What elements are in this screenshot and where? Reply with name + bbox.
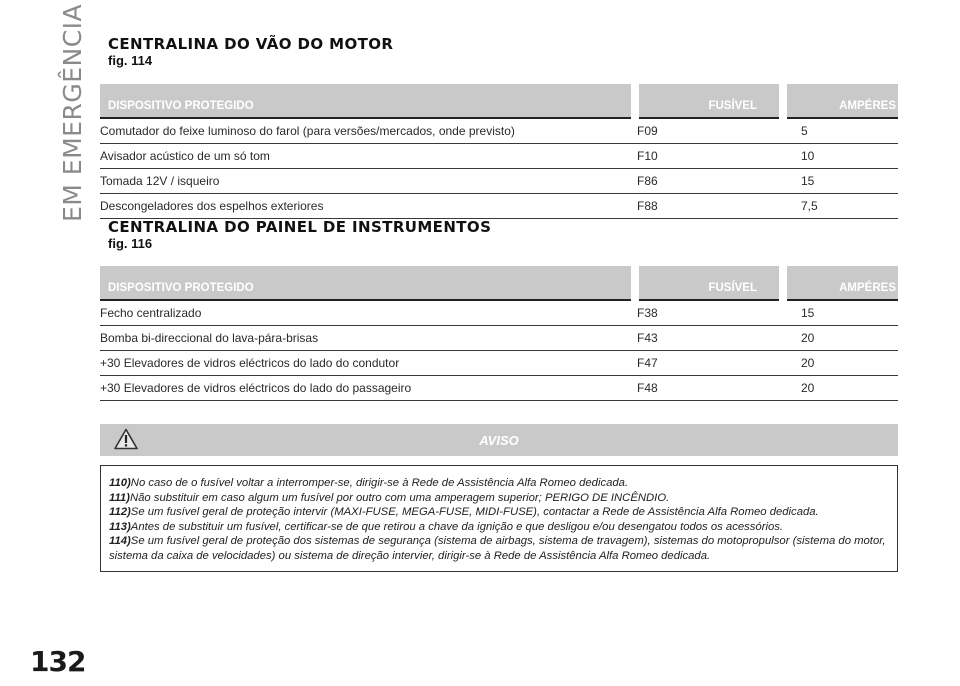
device-cell: Fecho centralizado xyxy=(100,300,635,326)
table-row xyxy=(100,326,898,351)
header-fuse: FUSÍVEL xyxy=(635,266,783,300)
amperes-cell: 15 xyxy=(783,169,898,194)
device-cell: +30 Elevadores de vidros eléctricos do lado do condutor xyxy=(100,351,635,376)
table-header-row xyxy=(100,84,898,118)
header-device: DISPOSITIVO PROTEGIDO xyxy=(100,266,635,300)
device-cell: Bomba bi-direccional do lava-pára-brisas xyxy=(100,326,635,351)
dashboard-fuse-table xyxy=(100,266,898,401)
device-cell: Tomada 12V / isqueiro xyxy=(100,169,635,194)
fuse-cell: F38 xyxy=(635,300,783,326)
table-row xyxy=(100,144,898,169)
device-cell: Descongeladores dos espelhos exteriores xyxy=(100,194,635,219)
fuse-cell: F10 xyxy=(635,144,783,169)
note-number: 113) xyxy=(109,520,131,533)
amperes-cell: 7,5 xyxy=(783,194,898,219)
note-number: 112) xyxy=(109,506,131,519)
note-text: Se um fusível geral de proteção dos sistemas de segurança (sistema de airbags, sistema de travagem), sistemas do motopropulsor (sistema do motor, sistema da caixa de velocidades) ou sistema de direção intervier, dirigir-se à Rede de Assistência Alfa Romeo dedicada. xyxy=(109,535,886,562)
fuse-cell: F48 xyxy=(635,376,783,401)
fuse-cell: F43 xyxy=(635,326,783,351)
header-amperes: AMPÉRES xyxy=(783,84,898,118)
note-number: 110) xyxy=(109,477,131,489)
section-title: CENTRALINA DO PAINEL DE INSTRUMENTOS xyxy=(108,218,492,236)
note-number: 111) xyxy=(109,491,130,504)
amperes-cell: 20 xyxy=(783,376,898,401)
warning-note xyxy=(109,505,894,520)
section-title: CENTRALINA DO VÃO DO MOTOR xyxy=(108,35,394,53)
page-number: 132 xyxy=(30,645,86,678)
device-cell: Avisador acústico de um só tom xyxy=(100,144,635,169)
note-text: No caso de o fusível voltar a interromper-se, dirigir-se à Rede de Assistência Alfa Romeo dedicada. xyxy=(130,477,629,489)
fuse-cell: F88 xyxy=(635,194,783,219)
amperes-cell: 15 xyxy=(783,300,898,326)
side-chapter-title: EM EMERGÊNCIA xyxy=(58,3,87,222)
header-fuse: FUSÍVEL xyxy=(635,84,783,118)
table-row xyxy=(100,351,898,376)
warning-note xyxy=(109,534,894,563)
warning-header xyxy=(100,424,898,456)
note-text: Não substituir em caso algum um fusível por outro com uma amperagem superior; PERIGO DE INCÊNDIO. xyxy=(129,491,670,504)
fuse-cell: F09 xyxy=(635,118,783,144)
engine-fuse-table xyxy=(100,84,898,219)
device-cell: Comutador do feixe luminoso do farol (para versões/mercados, onde previsto) xyxy=(100,118,635,144)
table-row xyxy=(100,194,898,219)
table-header-row xyxy=(100,266,898,300)
warning-title: AVISO xyxy=(479,433,519,448)
table-row xyxy=(100,376,898,401)
warning-notes xyxy=(109,476,894,564)
figure-reference: fig. 114 xyxy=(108,53,153,68)
note-text: Antes de substituir um fusível, certificar-se de que retirou a chave da ignição e que desligou e/ou desengatou todos os acessórios. xyxy=(130,520,784,533)
warning-note xyxy=(109,491,894,506)
warning-box xyxy=(100,465,898,572)
section-engine-fusebox xyxy=(108,36,898,68)
section-dashboard-fusebox xyxy=(108,219,898,251)
table-row xyxy=(100,118,898,144)
table-row xyxy=(100,169,898,194)
amperes-cell: 10 xyxy=(783,144,898,169)
amperes-cell: 20 xyxy=(783,351,898,376)
amperes-cell: 5 xyxy=(783,118,898,144)
fuse-cell: F86 xyxy=(635,169,783,194)
amperes-cell: 20 xyxy=(783,326,898,351)
fuse-cell: F47 xyxy=(635,351,783,376)
figure-reference: fig. 116 xyxy=(108,236,153,251)
warning-note xyxy=(109,520,894,535)
header-device: DISPOSITIVO PROTEGIDO xyxy=(100,84,635,118)
device-cell: +30 Elevadores de vidros eléctricos do lado do passageiro xyxy=(100,376,635,401)
note-text: Se um fusível geral de proteção intervir (MAXI-FUSE, MEGA-FUSE, MIDI-FUSE), contactar a Rede de Assistência Alfa Romeo dedicada. xyxy=(130,506,819,519)
table-row xyxy=(100,300,898,326)
note-number: 114) xyxy=(109,535,131,548)
warning-note xyxy=(109,476,894,491)
header-amperes: AMPÉRES xyxy=(783,266,898,300)
